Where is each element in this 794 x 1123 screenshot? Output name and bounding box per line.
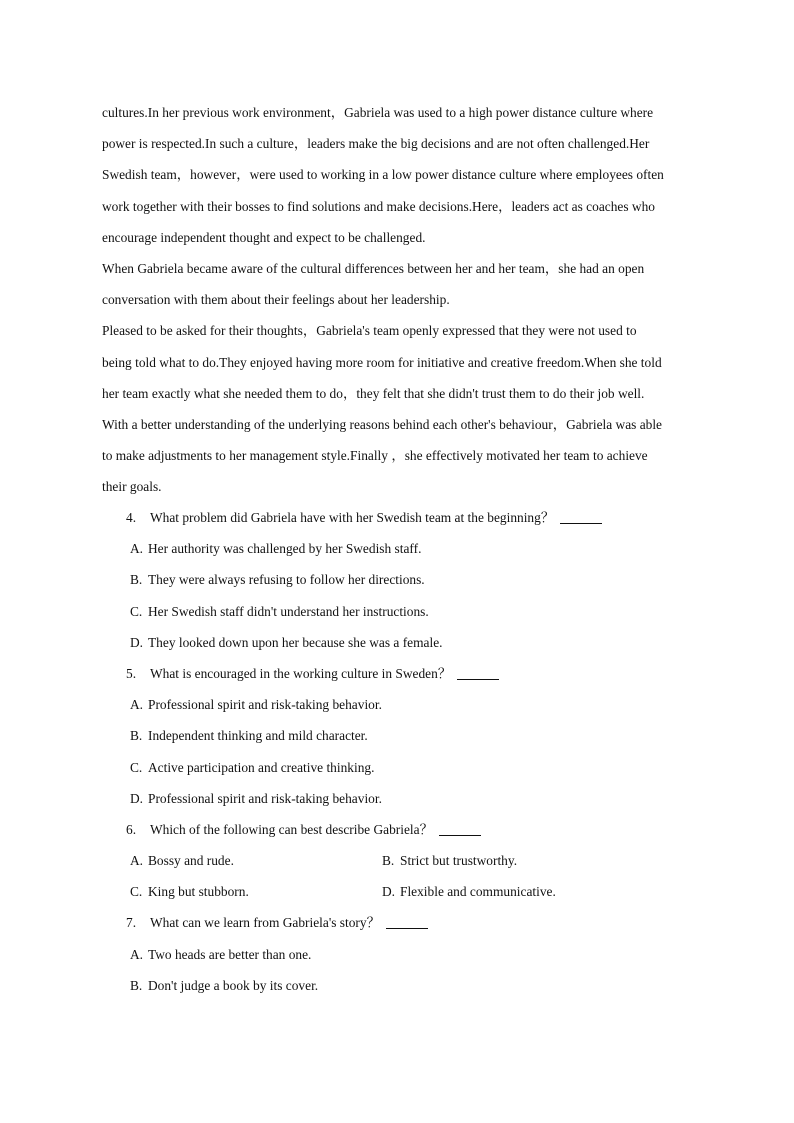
passage-line: to make adjustments to her management style.Finally ，she effectively motivated her team to achieve [102, 448, 648, 464]
option-row [102, 970, 702, 1001]
option-4d [130, 627, 443, 658]
passage-line: cultures.In her previous work environment，Gabriela was used to a high power distance culture where [102, 105, 654, 120]
option-letter: A. [130, 541, 144, 557]
option-5b [130, 720, 368, 751]
option-5c [130, 752, 374, 783]
option-row [102, 720, 702, 751]
passage-line: her team exactly what she needed them to do，they felt that she didn't trust them to do their job well. [102, 385, 645, 401]
option-letter: D. [130, 634, 144, 650]
option-text: Strict but trustworthy. [400, 853, 518, 869]
option-5d [130, 783, 382, 814]
option-text: Professional spirit and risk-taking behavior. [148, 790, 382, 806]
question-number: 7. [126, 915, 137, 931]
option-5a [130, 689, 382, 720]
option-letter: A. [130, 697, 144, 713]
option-text: King but stubborn. [148, 884, 249, 900]
question-stem: What problem did Gabriela have with her Swedish team at the beginning？ [150, 510, 555, 525]
option-letter: D. [130, 790, 144, 806]
option-letter: D. [382, 884, 396, 900]
question-number: 4. [126, 510, 137, 525]
answer-blank[interactable] [560, 509, 602, 524]
option-6c [130, 876, 382, 907]
option-text: Don't judge a book by its cover. [148, 977, 319, 993]
option-7b [130, 970, 318, 1001]
passage-line: When Gabriela became aware of the cultural differences between her and her team，she had an open [102, 260, 645, 276]
option-row [102, 689, 702, 720]
passage-line: Pleased to be asked for their thoughts，Gabriela's team openly expressed that they were not used to [102, 323, 637, 339]
question-stem: Which of the following can best describe Gabriela？ [150, 821, 433, 837]
option-4c [130, 596, 429, 627]
option-text: Professional spirit and risk-taking behavior. [148, 697, 382, 713]
option-4b [130, 564, 425, 595]
passage-line: With a better understanding of the underlying reasons behind each other's behaviour，Gabriela was able [102, 416, 662, 432]
option-text: Active participation and creative thinking. [148, 759, 375, 775]
option-text: Flexible and communicative. [400, 884, 556, 900]
option-text: Her authority was challenged by her Swedish staff. [148, 541, 422, 557]
option-text: Two heads are better than one. [148, 946, 312, 962]
passage-line: being told what to do.They enjoyed having more room for initiative and creative freedom.When she told [102, 354, 662, 370]
option-row [102, 627, 702, 658]
option-letter: B. [130, 572, 143, 588]
option-text: They were always refusing to follow her directions. [148, 572, 425, 588]
passage-line: Swedish team，however，were used to working in a low power distance culture where employees often [102, 167, 664, 183]
option-letter: A. [130, 946, 144, 962]
option-text: Her Swedish staff didn't understand her instructions. [148, 603, 429, 619]
option-letter: B. [382, 853, 395, 869]
passage-line: encourage independent thought and expect to be challenged. [102, 229, 426, 245]
option-letter: C. [130, 759, 143, 775]
option-letter: C. [130, 884, 143, 900]
option-7a [130, 939, 311, 970]
option-6a [130, 845, 382, 876]
question-4 [102, 502, 702, 533]
option-letter: B. [130, 977, 143, 993]
option-4a [130, 533, 421, 564]
option-text: They looked down upon her because she was a female. [148, 634, 443, 650]
option-row [102, 845, 702, 876]
option-6b [382, 845, 517, 876]
question-stem: What is encouraged in the working culture in Sweden？ [150, 665, 452, 681]
option-row [102, 939, 702, 970]
question-list [102, 502, 702, 1001]
passage-line: their goals. [102, 479, 162, 495]
option-row [102, 596, 702, 627]
passage-line: power is respected.In such a culture，leaders make the big decisions and are not often challenged.Her [102, 136, 650, 152]
option-row [102, 533, 702, 564]
question-stem: What can we learn from Gabriela's story？ [150, 915, 380, 931]
question-number: 6. [126, 821, 137, 837]
option-row [102, 876, 702, 907]
passage-line: work together with their bosses to find solutions and make decisions.Here，leaders act as coaches who [102, 198, 655, 214]
reading-passage [102, 97, 702, 502]
option-text: Bossy and rude. [148, 853, 234, 869]
answer-blank[interactable] [457, 665, 499, 680]
option-letter: A. [130, 853, 144, 869]
option-letter: C. [130, 603, 143, 619]
option-6d [382, 876, 556, 907]
answer-blank[interactable] [439, 821, 481, 836]
option-row [102, 752, 702, 783]
option-letter: B. [130, 728, 143, 744]
answer-blank[interactable] [386, 914, 428, 929]
option-text: Independent thinking and mild character. [148, 728, 368, 744]
option-row [102, 564, 702, 595]
question-number: 5. [126, 665, 137, 681]
question-6 [102, 814, 702, 845]
question-7 [102, 907, 702, 938]
passage-line: conversation with them about their feelings about her leadership. [102, 292, 450, 308]
question-5 [102, 658, 702, 689]
option-row [102, 783, 702, 814]
